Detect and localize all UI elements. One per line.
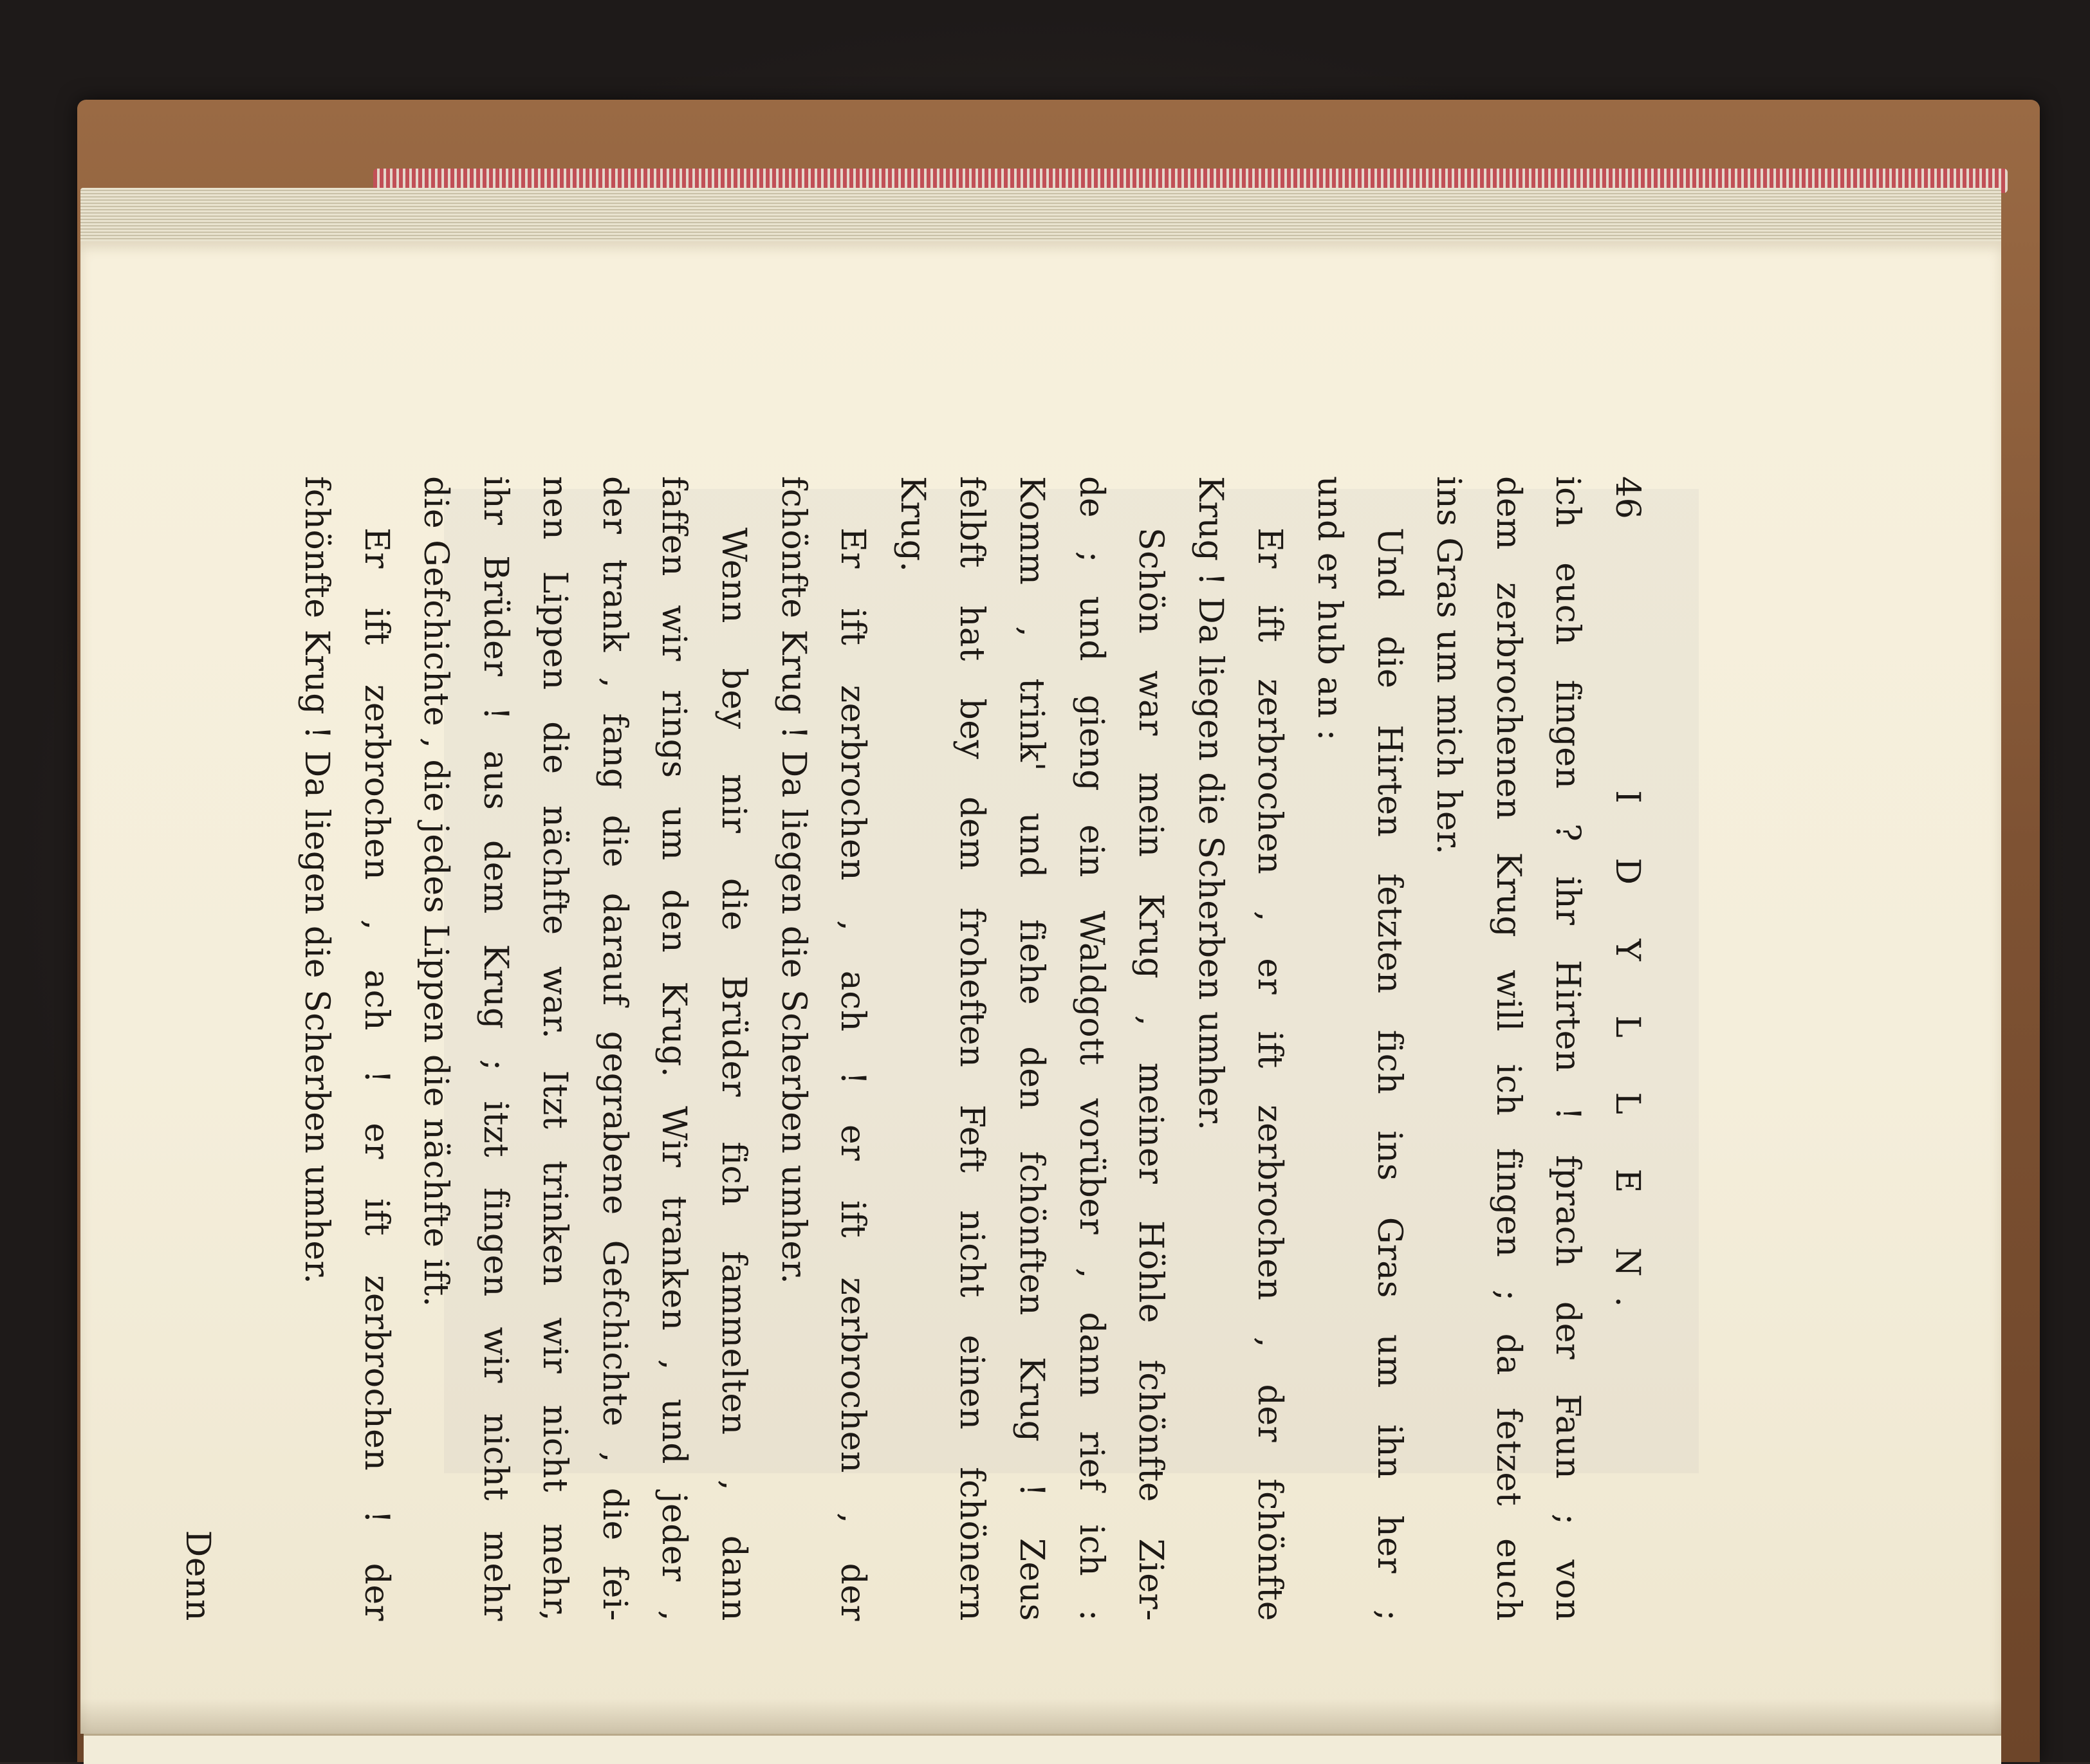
page-number: 46 <box>1608 476 1647 520</box>
text-line: de ; und gieng ein Waldgott vorüber , dann rief ich : <box>1071 476 1111 1621</box>
page-edges <box>80 188 2001 247</box>
body-text <box>286 476 1597 1621</box>
text-line: Schön war mein Krug , meiner Höhle fchönfte Zier- <box>1131 528 1170 1621</box>
printed-text-block <box>178 476 1657 1621</box>
text-line: Und die Hirten fetzten fich ins Gras um ihn her ; <box>1369 528 1409 1621</box>
text-line: Komm , trink' und fiehe den fchönften Krug ! Zeus <box>1012 476 1051 1621</box>
text-line: Krug ! Da liegen die Scherben umher. <box>1190 476 1230 1131</box>
text-line: Krug. <box>892 476 932 573</box>
catchword: Denn <box>178 1530 217 1621</box>
text-line: der trank , fang die darauf gegrabene Gefchichte , die fei- <box>595 476 634 1621</box>
facing-page-edge <box>84 1734 2001 1764</box>
text-line: dem zerbrochenen Krug will ich fingen ; da fetzet euch <box>1488 476 1528 1621</box>
text-line: fchönfte Krug ! Da liegen die Scherben umher. <box>297 476 336 1285</box>
page-gutter <box>80 1698 2001 1737</box>
running-title: I D Y L L E N. <box>1608 790 1647 1329</box>
text-line: ihr Brüder ! aus dem Krug ; itzt fingen wir nicht mehr <box>476 476 515 1621</box>
text-line: Wenn bey mir die Brüder fich fammelten , dann <box>714 528 754 1621</box>
text-line: ins Gras um mich her. <box>1429 476 1468 855</box>
text-line: nen Lippen die nächfte war. Itzt trinken wir nicht mehr, <box>535 476 575 1621</box>
text-line: fchönfte Krug ! Da liegen die Scherben umher. <box>773 476 813 1285</box>
text-line: Er ift zerbrochen , ach ! er ift zerbrochen ! der <box>356 528 396 1621</box>
catchword-row <box>167 476 227 1621</box>
text-line: und er hub an : <box>1310 476 1349 741</box>
page-head <box>1597 476 1657 1621</box>
text-line: Er ift zerbrochen , er ift zerbrochen , der fchönfte <box>1250 528 1290 1621</box>
text-line: ich euch fingen ? ihr Hirten ! fprach der Faun ; von <box>1548 476 1587 1621</box>
text-line: die Gefchichte , die jedes Lippen die nächfte ift. <box>416 476 456 1307</box>
text-line: felbft hat bey dem froheften Feft nicht einen fchönern <box>952 476 992 1621</box>
text-line: faffen wir rings um den Krug. Wir tranken , und jeder , <box>654 476 694 1621</box>
text-line: Er ift zerbrochen , ach ! er ift zerbrochen , der <box>833 528 873 1621</box>
